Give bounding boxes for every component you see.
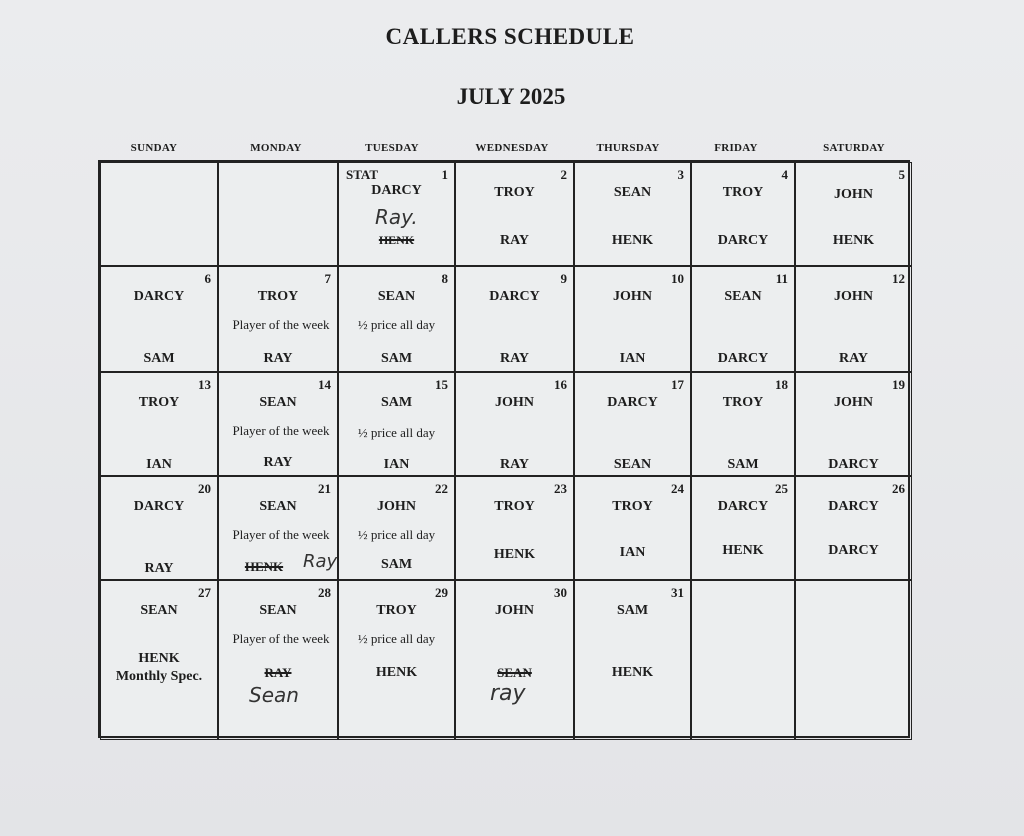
second-caller: HENK bbox=[611, 665, 654, 680]
weekday-tuesday: TUESDAY bbox=[365, 142, 419, 154]
day-number: 6 bbox=[204, 271, 211, 286]
handwritten-replacement: ray bbox=[490, 681, 526, 706]
second-caller: IAN bbox=[619, 545, 646, 560]
day-cell-8 bbox=[338, 266, 455, 372]
day-cell-1 bbox=[338, 162, 455, 266]
handwritten-replacement: Sean bbox=[249, 683, 299, 707]
second-caller: SAM bbox=[727, 457, 759, 472]
day-cell-21 bbox=[218, 476, 338, 580]
first-caller: JOHN bbox=[495, 395, 534, 410]
empty-cell bbox=[795, 580, 912, 740]
second-caller: IAN bbox=[619, 351, 646, 366]
first-caller: DARCY bbox=[133, 289, 185, 304]
first-caller: JOHN bbox=[613, 289, 652, 304]
day-cell-25 bbox=[691, 476, 795, 580]
first-caller: DARCY bbox=[133, 499, 185, 514]
player-of-week-note: Player of the week bbox=[232, 423, 330, 438]
day-number: 4 bbox=[781, 167, 788, 182]
day-cell-17 bbox=[574, 372, 691, 476]
player-of-week-note: Player of the week bbox=[232, 631, 330, 646]
handwritten-replacement: Ray bbox=[303, 551, 338, 572]
month-heading: JULY 2025 bbox=[456, 84, 566, 109]
day-number: 1 bbox=[441, 167, 448, 182]
day-number: 27 bbox=[198, 585, 211, 600]
half-price-note: ½ price all day bbox=[357, 631, 436, 646]
second-caller: DARCY bbox=[828, 543, 879, 558]
day-cell-9 bbox=[455, 266, 574, 372]
day-number: 8 bbox=[441, 271, 448, 286]
day-number: 13 bbox=[198, 377, 211, 392]
first-caller: SAM bbox=[616, 603, 649, 618]
day-cell-3 bbox=[574, 162, 691, 266]
day-cell-15 bbox=[338, 372, 455, 476]
day-cell-18 bbox=[691, 372, 795, 476]
second-caller: RAY bbox=[144, 561, 174, 576]
first-caller: DARCY bbox=[828, 499, 879, 514]
second-caller: RAY bbox=[499, 233, 530, 248]
weekday-sunday: SUNDAY bbox=[130, 142, 178, 154]
half-price-note: ½ price all day bbox=[357, 527, 436, 542]
empty-cell bbox=[100, 162, 218, 266]
day-number: 10 bbox=[671, 271, 684, 286]
day-cell-16 bbox=[455, 372, 574, 476]
first-caller: TROY bbox=[722, 185, 764, 200]
second-caller-struck: RAY bbox=[264, 665, 292, 680]
stat-label: STAT bbox=[346, 167, 379, 182]
second-caller: RAY bbox=[263, 455, 293, 470]
day-number: 25 bbox=[775, 481, 788, 496]
empty-cell bbox=[218, 162, 338, 266]
page-title: CALLERS SCHEDULE bbox=[385, 24, 635, 49]
day-number: 30 bbox=[554, 585, 567, 600]
weekday-monday: MONDAY bbox=[250, 142, 302, 154]
first-caller: SEAN bbox=[613, 185, 652, 200]
day-cell-6 bbox=[100, 266, 218, 372]
day-number: 18 bbox=[775, 377, 788, 392]
first-caller: SAM bbox=[380, 395, 413, 410]
second-caller: DARCY bbox=[828, 457, 879, 472]
empty-cell bbox=[691, 580, 795, 740]
second-caller: RAY bbox=[499, 351, 530, 366]
second-caller: DARCY bbox=[717, 233, 769, 248]
day-cell-14 bbox=[218, 372, 338, 476]
first-caller: DARCY bbox=[607, 395, 658, 410]
first-caller: TROY bbox=[376, 603, 417, 618]
day-number: 28 bbox=[318, 585, 331, 600]
second-caller: HENK bbox=[138, 651, 180, 666]
first-caller: TROY bbox=[494, 185, 535, 200]
day-number: 16 bbox=[554, 377, 567, 392]
day-cell-24 bbox=[574, 476, 691, 580]
second-caller: DARCY bbox=[717, 351, 769, 366]
player-of-week-note: Player of the week bbox=[232, 527, 330, 542]
first-caller: SEAN bbox=[140, 603, 178, 618]
second-caller: SEAN bbox=[613, 457, 652, 472]
day-number: 29 bbox=[435, 585, 448, 600]
day-cell-30 bbox=[455, 580, 574, 740]
second-caller-struck: HENK bbox=[378, 233, 415, 247]
first-caller: SEAN bbox=[377, 289, 416, 304]
second-caller-struck: SEAN bbox=[497, 665, 532, 680]
day-cell-23 bbox=[455, 476, 574, 580]
day-number: 9 bbox=[560, 271, 567, 286]
day-number: 31 bbox=[671, 585, 684, 600]
day-number: 20 bbox=[198, 481, 211, 496]
calendar-grid bbox=[98, 160, 910, 738]
day-cell-11 bbox=[691, 266, 795, 372]
day-number: 11 bbox=[775, 271, 788, 286]
weekday-thursday: THURSDAY bbox=[596, 142, 660, 154]
first-caller: JOHN bbox=[834, 187, 873, 202]
first-caller: TROY bbox=[138, 395, 180, 410]
second-caller: HENK bbox=[375, 665, 418, 680]
day-cell-28 bbox=[218, 580, 338, 740]
second-caller: HENK bbox=[493, 547, 536, 562]
day-number: 24 bbox=[671, 481, 684, 496]
first-caller: DARCY bbox=[717, 499, 769, 514]
day-number: 5 bbox=[898, 167, 905, 182]
first-caller: JOHN bbox=[377, 499, 416, 514]
day-cell-13 bbox=[100, 372, 218, 476]
day-number: 21 bbox=[318, 481, 331, 496]
day-number: 23 bbox=[554, 481, 567, 496]
day-cell-29 bbox=[338, 580, 455, 740]
first-caller: TROY bbox=[722, 395, 764, 410]
weekday-wednesday: WEDNESDAY bbox=[475, 142, 549, 154]
first-caller: TROY bbox=[257, 289, 299, 304]
second-caller: SAM bbox=[143, 351, 175, 366]
second-caller: IAN bbox=[383, 457, 410, 472]
day-number: 14 bbox=[318, 377, 331, 392]
half-price-note: ½ price all day bbox=[357, 317, 436, 332]
day-cell-27 bbox=[100, 580, 218, 740]
first-caller: TROY bbox=[612, 499, 653, 514]
weekday-friday: FRIDAY bbox=[714, 142, 758, 154]
first-caller: JOHN bbox=[495, 603, 534, 618]
second-caller-struck: HENK bbox=[244, 559, 284, 574]
day-cell-22 bbox=[338, 476, 455, 580]
second-caller: SAM bbox=[380, 557, 413, 572]
day-number: 19 bbox=[892, 377, 905, 392]
monthly-special-note: Monthly Spec. bbox=[115, 669, 203, 684]
handwritten-replacement: Ray. bbox=[375, 205, 418, 229]
day-cell-4 bbox=[691, 162, 795, 266]
day-number: 22 bbox=[435, 481, 448, 496]
day-cell-20 bbox=[100, 476, 218, 580]
day-number: 17 bbox=[671, 377, 684, 392]
day-number: 26 bbox=[892, 481, 905, 496]
second-caller: RAY bbox=[263, 351, 293, 366]
day-number: 2 bbox=[560, 167, 567, 182]
second-caller: HENK bbox=[611, 233, 654, 248]
day-cell-26 bbox=[795, 476, 912, 580]
day-cell-2 bbox=[455, 162, 574, 266]
day-cell-10 bbox=[574, 266, 691, 372]
second-caller: HENK bbox=[722, 543, 764, 558]
first-caller: SEAN bbox=[259, 603, 297, 618]
second-caller: SAM bbox=[380, 351, 413, 366]
first-caller: DARCY bbox=[371, 183, 422, 198]
first-caller: JOHN bbox=[834, 289, 873, 304]
second-caller: RAY bbox=[838, 351, 869, 366]
first-caller: SEAN bbox=[259, 499, 297, 514]
day-cell-12 bbox=[795, 266, 912, 372]
day-number: 12 bbox=[892, 271, 905, 286]
first-caller: TROY bbox=[494, 499, 535, 514]
day-cell-19 bbox=[795, 372, 912, 476]
day-number: 15 bbox=[435, 377, 448, 392]
day-cell-31 bbox=[574, 580, 691, 740]
first-caller: SEAN bbox=[259, 395, 297, 410]
second-caller: RAY bbox=[499, 457, 530, 472]
first-caller: DARCY bbox=[489, 289, 540, 304]
half-price-note: ½ price all day bbox=[357, 425, 436, 440]
player-of-week-note: Player of the week bbox=[232, 317, 330, 332]
second-caller: HENK bbox=[832, 233, 875, 248]
weekday-header-row bbox=[98, 142, 914, 154]
first-caller: SEAN bbox=[724, 289, 762, 304]
day-number: 3 bbox=[677, 167, 684, 182]
weekday-saturday: SATURDAY bbox=[823, 142, 885, 154]
day-number: 7 bbox=[324, 271, 331, 286]
first-caller: JOHN bbox=[834, 395, 873, 410]
day-cell-5 bbox=[795, 162, 912, 266]
day-cell-7 bbox=[218, 266, 338, 372]
second-caller: IAN bbox=[146, 457, 172, 472]
